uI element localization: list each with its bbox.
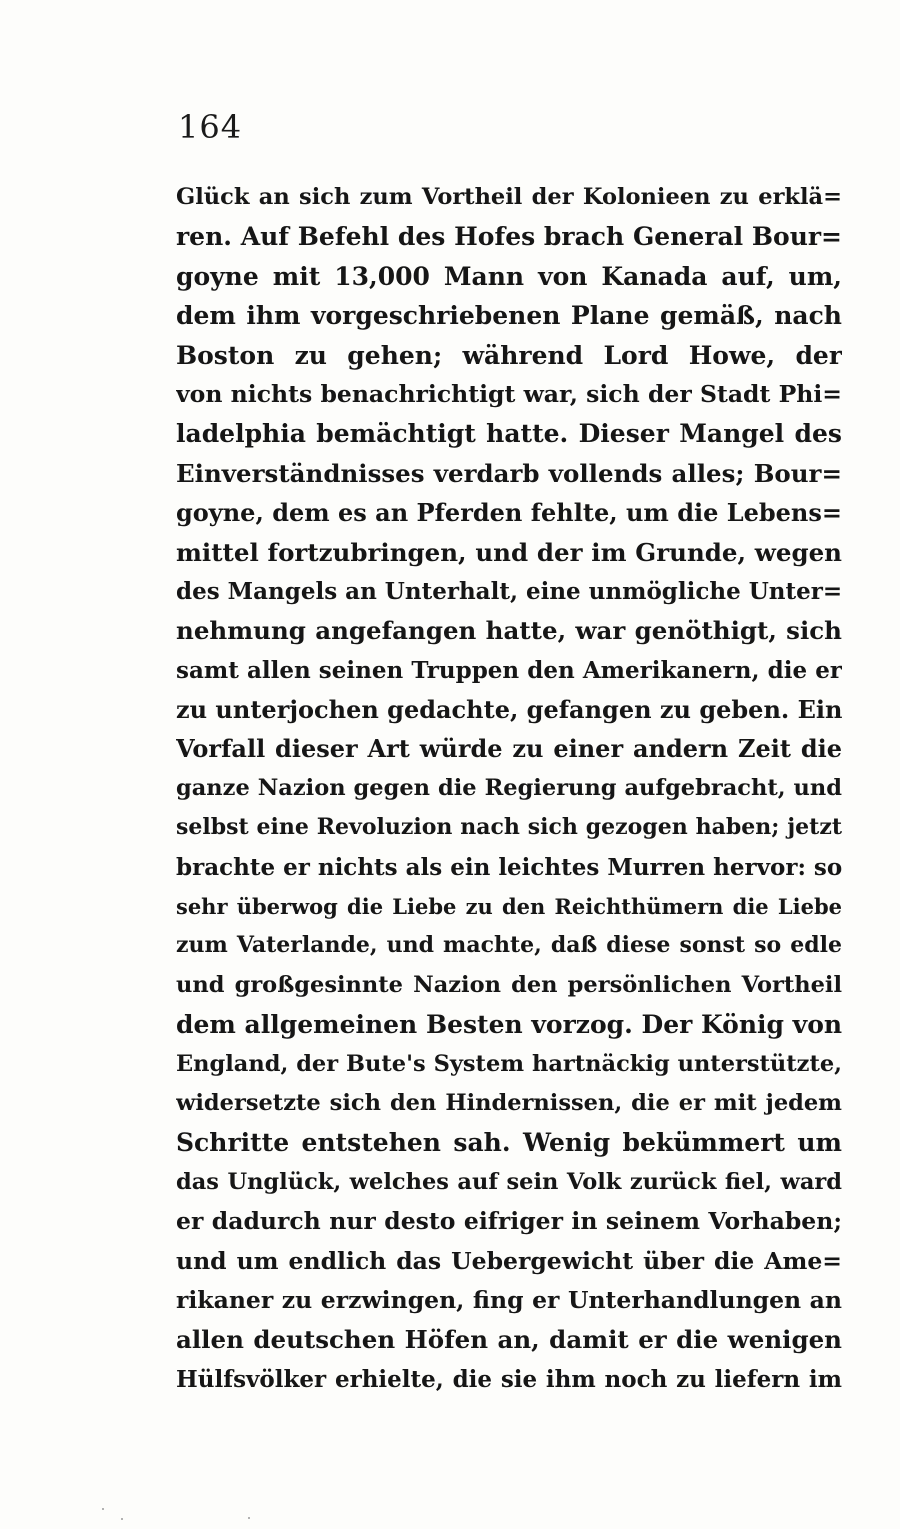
text-line: und großgesinnte Nazion den persönlichen Vortheil [176, 971, 842, 998]
text-line: zu unterjochen gedachte, gefangen zu geben. Ein [176, 695, 842, 725]
text-line: ganze Nazion gegen die Regierung aufgebracht, und [176, 774, 842, 801]
text-line: goyne, dem es an Pferden fehlte, um die Lebens= [176, 498, 842, 528]
text-line: er dadurch nur desto eifriger in seinem Vorhaben; [176, 1207, 842, 1236]
text-line: Vorfall dieser Art würde zu einer andern Zeit die [176, 734, 842, 764]
text-line: das Unglück, welches auf sein Volk zurück fiel, ward [176, 1168, 842, 1195]
text-line: ladelphia bemächtigt hatte. Dieser Mangel des [176, 419, 842, 449]
text-line: goyne mit 13,000 Mann von Kanada auf, um, [176, 261, 842, 291]
text-line: allen deutschen Höfen an, damit er die wenigen [176, 1325, 842, 1355]
text-line: widersetzte sich den Hindernissen, die er mit jedem [176, 1089, 842, 1116]
text-line: von nichts benachrichtigt war, sich der Stadt Phi= [176, 379, 842, 408]
text-line: dem allgemeinen Besten vorzog. Der König von [176, 1010, 842, 1040]
text-line: samt allen seinen Truppen den Amerikanern, die er [176, 656, 842, 684]
scan-speck [102, 1508, 104, 1510]
text-line: mittel fortzubringen, und der im Grunde, wegen [176, 537, 842, 567]
text-line: selbst eine Revoluzion nach sich gezogen haben; jetzt [176, 814, 842, 841]
text-line: Einverständnisses verdarb vollends alles; Bour= [176, 458, 842, 488]
text-line: Glück an sich zum Vortheil der Kolonieen zu erklä= [176, 184, 842, 210]
text-line: Boston zu gehen; während Lord Howe, der [176, 340, 842, 370]
page-number: 164 [178, 108, 243, 146]
text-line: zum Vaterlande, und machte, daß diese sonst so edle [176, 932, 842, 959]
text-line: brachte er nichts als ein leichtes Murren hervor: so [176, 853, 842, 881]
text-line: und um endlich das Uebergewicht über die Ame= [176, 1246, 842, 1275]
scan-speck [248, 1517, 250, 1519]
scan-speck [121, 1518, 123, 1520]
text-line: dem ihm vorgeschriebenen Plane gemäß, nach [176, 301, 842, 331]
body-text [176, 178, 842, 1399]
text-line: des Mangels an Unterhalt, eine unmögliche Unter= [176, 577, 842, 605]
text-line: ren. Auf Befehl des Hofes brach General Bour= [176, 222, 842, 252]
text-line: nehmung angefangen hatte, war genöthigt, sich [176, 616, 842, 646]
text-line: Schritte entstehen sah. Wenig bekümmert um [176, 1128, 842, 1158]
text-line: rikaner zu erzwingen, fing er Unterhandlungen an [176, 1285, 842, 1314]
text-line: Hülfsvölker erhielte, die sie ihm noch zu liefern im [176, 1365, 842, 1393]
text-line: England, der Bute's System hartnäckig unterstützte, [176, 1050, 842, 1077]
text-line: sehr überwog die Liebe zu den Reichthümern die Liebe [176, 894, 842, 920]
